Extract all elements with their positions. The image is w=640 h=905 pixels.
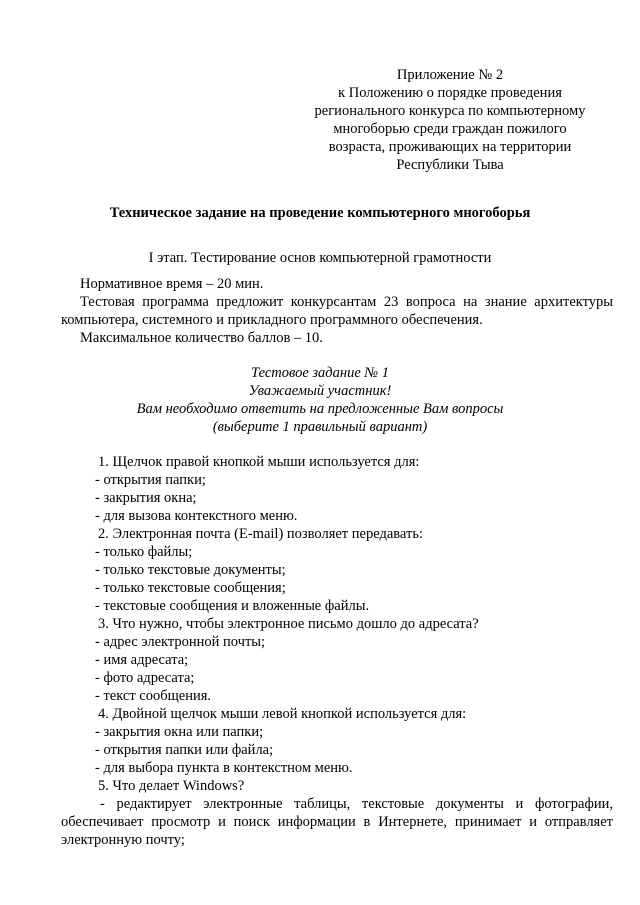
answer-option: - только текстовые документы; xyxy=(95,562,286,578)
answer-option: - адрес электронной почты; xyxy=(95,634,266,650)
answer-option: - редактирует электронные таблицы, текстовые документы и фотографии, обеспечивает просмотр и поиск информации в Интернете, принимает и отправляет электронную почту; xyxy=(61,796,613,848)
answer-option: - закрытия окна или папки; xyxy=(95,724,264,740)
stage-heading: I этап. Тестирование основ компьютерной грамотности xyxy=(148,250,492,266)
answer-option: - имя адресата; xyxy=(95,652,189,668)
appendix-line: регионального конкурса по компьютерному xyxy=(314,103,586,119)
document-title: Техническое задание на проведение компьютерного многоборья xyxy=(109,205,531,221)
normative-time: Нормативное время – 20 мин. xyxy=(80,276,264,292)
appendix-line: Приложение № 2 xyxy=(396,67,504,83)
test-heading-line: (выберите 1 правильный вариант) xyxy=(212,419,428,435)
answer-option: - открытия папки; xyxy=(95,472,206,488)
test-heading-line: Тестовое задание № 1 xyxy=(251,365,389,381)
max-score: Максимальное количество баллов – 10. xyxy=(80,330,323,346)
question-1: 1. Щелчок правой кнопкой мыши используется для: xyxy=(98,454,420,470)
program-description-cont: компьютера, системного и прикладного программного обеспечения. xyxy=(61,312,483,328)
answer-option: - открытия папки или файла; xyxy=(95,742,274,758)
appendix-line: Республики Тыва xyxy=(396,157,504,173)
question-4: 4. Двойной щелчок мыши левой кнопкой используется для: xyxy=(98,706,467,722)
question-5: 5. Что делает Windows? xyxy=(98,778,245,794)
answer-option: - для выбора пункта в контекстном меню. xyxy=(95,760,353,776)
answer-option: - закрытия окна; xyxy=(95,490,197,506)
test-heading xyxy=(0,364,640,436)
question-3: 3. Что нужно, чтобы электронное письмо дошло до адресата? xyxy=(98,616,479,632)
questions-list xyxy=(61,453,613,848)
answer-option: - только текстовые сообщения; xyxy=(95,580,286,596)
answer-option: - только файлы; xyxy=(95,544,193,560)
answer-option: - фото адресата; xyxy=(95,670,195,686)
intro-block xyxy=(61,275,613,347)
test-heading-line: Вам необходимо ответить на предложенные Вам вопросы xyxy=(136,401,504,417)
appendix-header xyxy=(300,66,600,174)
answer-option: - текст сообщения. xyxy=(95,688,212,704)
appendix-line: возраста, проживающих на территории xyxy=(328,139,572,155)
appendix-line: к Положению о порядке проведения xyxy=(338,85,562,101)
program-description: Тестовая программа предложит конкурсантам 23 вопроса на знание архитектуры xyxy=(80,294,613,310)
test-heading-line: Уважаемый участник! xyxy=(248,383,392,399)
answer-option: - для вызова контекстного меню. xyxy=(95,508,298,524)
answer-option: - текстовые сообщения и вложенные файлы. xyxy=(95,598,370,614)
appendix-line: многоборью среди граждан пожилого xyxy=(333,121,567,137)
question-2: 2. Электронная почта (E-mail) позволяет передавать: xyxy=(98,526,423,542)
